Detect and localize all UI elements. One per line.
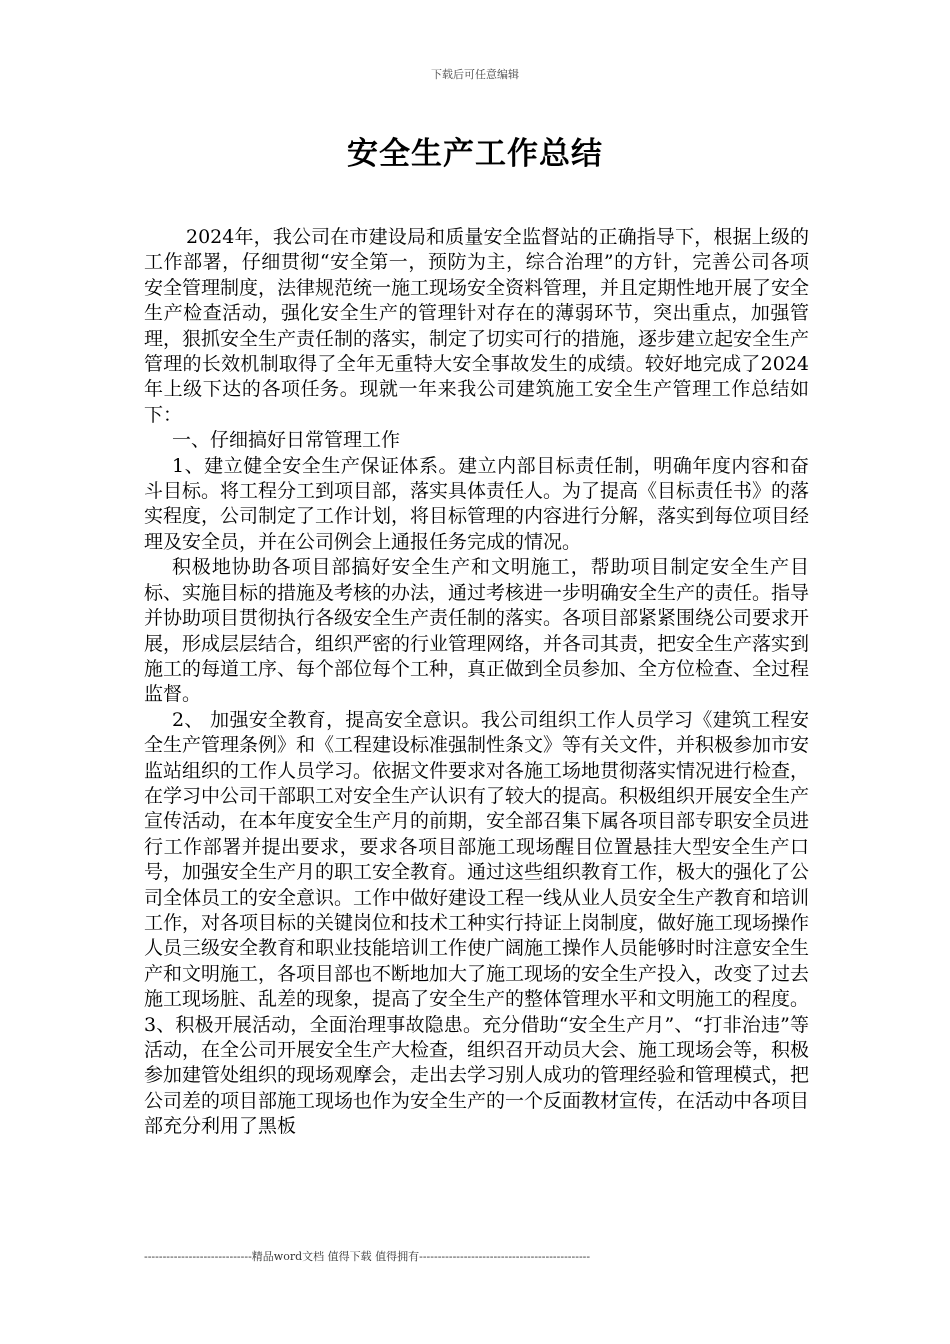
paragraph-item-3: 3、积极开展活动，全面治理事故隐患。充分借助“安全生产月”、“打非治违”等活动，在全公司开展安全生产大检查，组织召开动员大会、施工现场会等，积极参加建管处组织的现场观摩会，走出去学习别人成功的管理经验和管理模式，把公司差的项目部施工现场也作为安全生产的一个反面教材宣传，在活动中各项目部充分利用了黑板 [144,1013,810,1138]
document-body [144,225,809,1140]
section-heading: 一、仔细搞好日常管理工作 [172,429,401,452]
paragraph-item-1: 1、建立健全安全生产保证体系。建立内部目标责任制，明确年度内容和奋斗目标。将工程分工到项目部，落实具体责任人。为了提高《目标责任书》的落实程度，公司制定了工作计划，将目标管理的内容进行分解，落实到每位项目经理及安全员，并在公司例会上通报任务完成的情况。 [144,454,810,553]
footer-note: -----------------------------精品word文档 值得下载 值得拥有---------------------------------------------- [144,1250,591,1263]
paragraph-item-2: 2、 加强安全教育，提高安全意识。我公司组织工作人员学习《建筑工程安全生产管理条例》和《工程建设标准强制性条文》等有关文件，并积极参加市安监站组织的工作人员学习。依据文件要求对各施工场地贯彻落实情况进行检查，在学习中公司干部职工对安全生产认识有了较大的提高。积极组织开展安全生产宣传活动，在本年度安全生产月的前期，安全部召集下属各项目部专职安全员进行工作部署并提出要求，要求各项目部施工现场醒目位置悬挂大型安全生产口号，加强安全生产月的职工安全教育。通过这些组织教育工作，极大的强化了公司全体员工的安全意识。工作中做好建设工程一线从业人员安全生产教育和培训工作，对各项目标的关键岗位和技术工种实行持证上岗制度，做好施工现场操作人员三级安全教育和职业技能培训工作使广阔施工操作人员能够时时注意安全生产和文明施工，各项目部也不断地加大了施工现场的安全生产投入，改变了过去施工现场脏、乱差的现象，提高了安全生产的整体管理水平和文明施工的程度。 [144,708,810,1011]
header-note: 下载后可任意编辑 [431,68,519,81]
document-title: 安全生产工作总结 [347,136,603,172]
paragraph-cooperation: 积极地协助各项目部搞好安全生产和文明施工，帮助项目制定安全生产目标、实施目标的措施及考核的办法，通过考核进一步明确安全生产的责任。指导并协助项目贯彻执行各级安全生产责任制的落实。各项目部紧紧围绕公司要求开展，形成层层结合，组织严密的行业管理网络，并各司其责，把安全生产落实到施工的每道工序、每个部位每个工种，真正做到全员参加、全方位检查、全过程监督。 [144,556,810,706]
paragraph-intro: 2024年，我公司在市建设局和质量安全监督站的正确指导下，根据上级的工作部署，仔细贯彻“安全第一，预防为主，综合治理”的方针，完善公司各项安全管理制度，法律规范统一施工现场安全资料管理，并且定期性地开展了安全生产检查活动，强化安全生产的管理针对存在的薄弱环节，突出重点，加强管理，狠抓安全生产责任制的落实，制定了切实可行的措施，逐步建立起安全生产管理的长效机制取得了全年无重特大安全事故发生的成绩。较好地完成了2024年上级下达的各项任务。现就一年来我公司建筑施工安全生产管理工作总结如下： [144,226,810,426]
